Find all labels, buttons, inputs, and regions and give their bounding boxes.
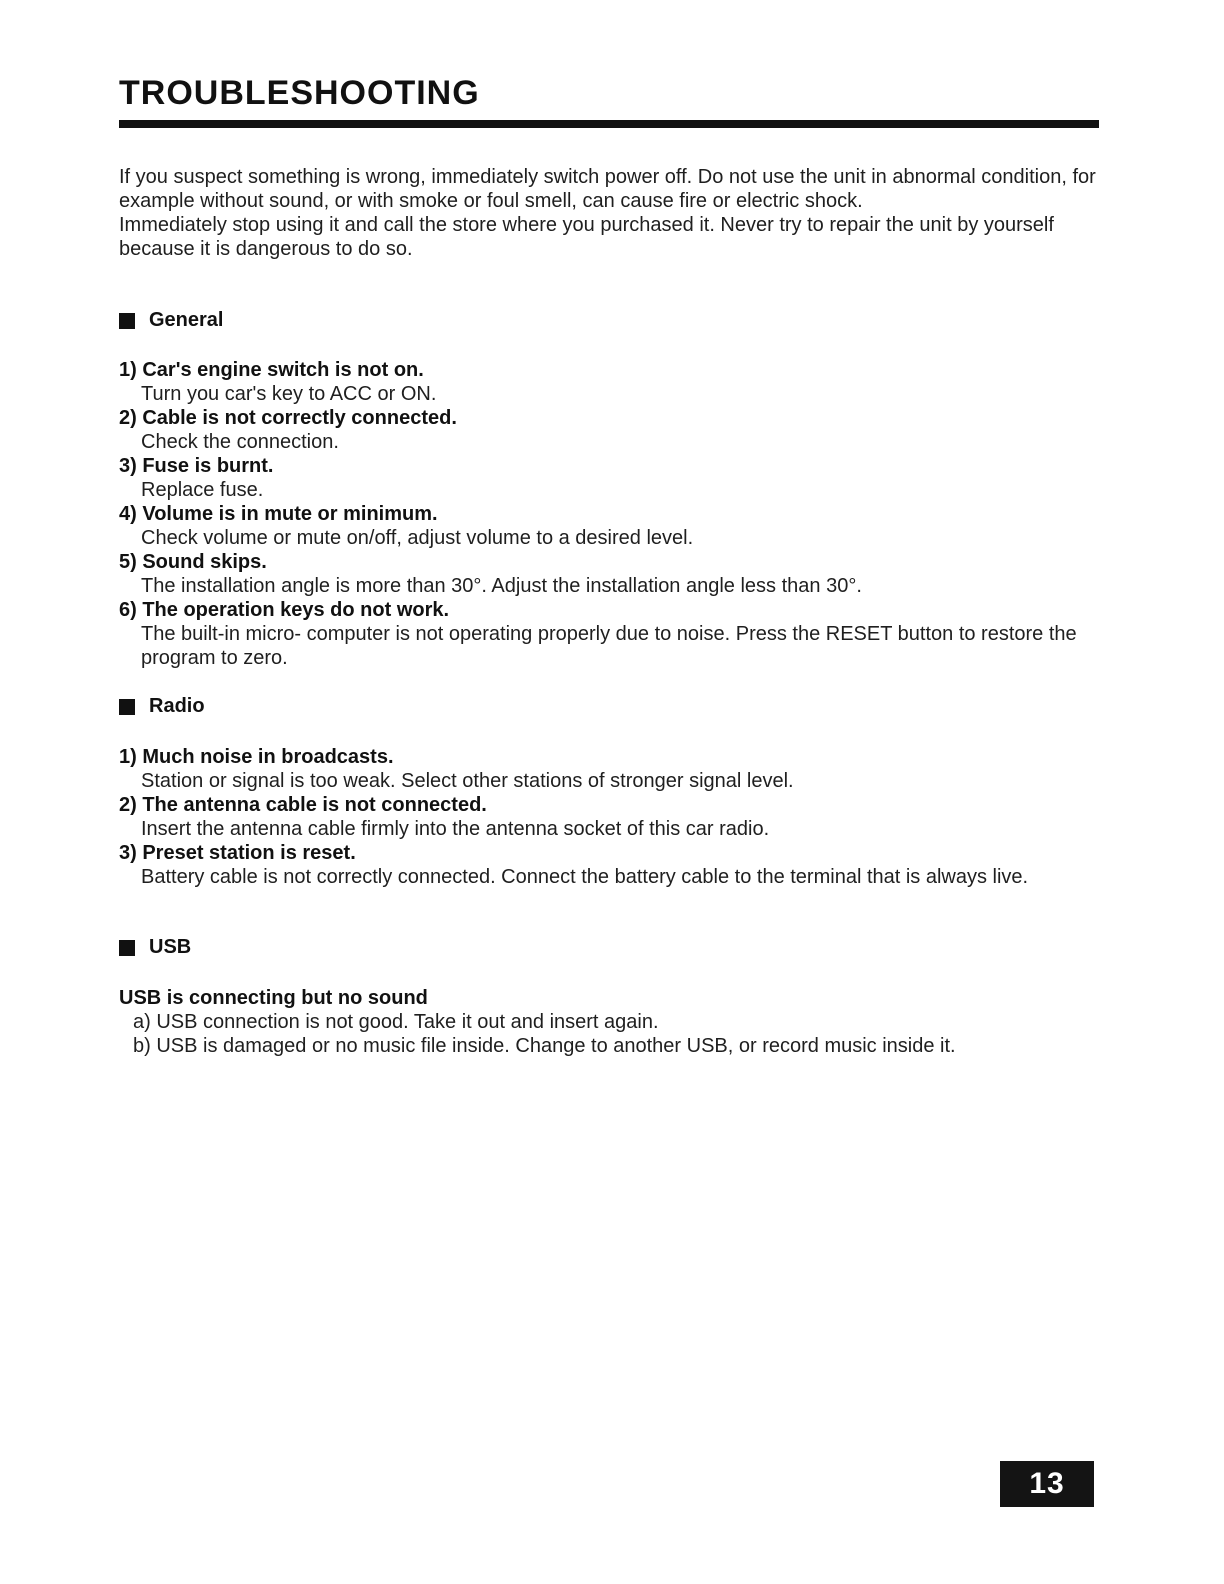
intro-paragraph-2: Immediately stop using it and call the store where you purchased it. Never try to repair the unit by yourself because it is dangerous to do so. (119, 214, 1054, 260)
general-question-4: 4) Volume is in mute or minimum. (119, 503, 438, 525)
section-title: USB (149, 936, 192, 958)
general-answer-4: Check volume or mute on/off, adjust volume to a desired level. (141, 527, 694, 549)
section-title: Radio (149, 695, 205, 717)
radio-answer-1: Station or signal is too weak. Select other stations of stronger signal level. (141, 770, 794, 792)
radio-question-1: 1) Much noise in broadcasts. (119, 746, 394, 768)
general-question-3: 3) Fuse is burnt. (119, 455, 274, 477)
general-answer-2: Check the connection. (141, 431, 339, 453)
general-answer-3: Replace fuse. (141, 479, 264, 501)
radio-answer-2: Insert the antenna cable firmly into the antenna socket of this car radio. (141, 818, 770, 840)
section-title: General (149, 309, 224, 331)
section-general-heading (119, 309, 223, 332)
general-answer-6: The built-in micro- computer is not operating properly due to noise. Press the RESET button to restore the program to zero. (141, 623, 1077, 669)
usb-items (119, 986, 1109, 1058)
general-question-6: 6) The operation keys do not work. (119, 599, 450, 621)
radio-question-3: 3) Preset station is reset. (119, 842, 356, 864)
square-bullet-icon (119, 699, 135, 715)
square-bullet-icon (119, 940, 135, 956)
general-question-2: 2) Cable is not correctly connected. (119, 407, 457, 429)
radio-items (119, 745, 1109, 889)
usb-question: USB is connecting but no sound (119, 987, 428, 1009)
general-items (119, 358, 1109, 670)
section-radio-heading (119, 695, 205, 718)
section-usb-heading (119, 936, 191, 959)
general-question-1: 1) Car's engine switch is not on. (119, 359, 424, 381)
radio-question-2: 2) The antenna cable is not connected. (119, 794, 487, 816)
general-question-5: 5) Sound skips. (119, 551, 267, 573)
page-title: TROUBLESHOOTING (119, 74, 480, 112)
general-answer-1: Turn you car's key to ACC or ON. (141, 383, 437, 405)
intro-paragraph-1: If you suspect something is wrong, immediately switch power off. Do not use the unit in abnormal condition, for example without sound, or with smoke or foul smell, can cause fire or electric shock. (119, 166, 1096, 212)
radio-answer-3: Battery cable is not correctly connected. Connect the battery cable to the terminal that is always live. (141, 866, 1029, 888)
title-rule (119, 120, 1099, 128)
square-bullet-icon (119, 313, 135, 329)
general-answer-5: The installation angle is more than 30°. Adjust the installation angle less than 30°. (141, 575, 862, 597)
usb-answer-b: b) USB is damaged or no music file inside. Change to another USB, or record music inside it. (133, 1035, 956, 1057)
usb-answer-a: a) USB connection is not good. Take it out and insert again. (133, 1011, 659, 1033)
intro-text (119, 165, 1109, 261)
page-number-badge: 13 (1000, 1461, 1094, 1507)
